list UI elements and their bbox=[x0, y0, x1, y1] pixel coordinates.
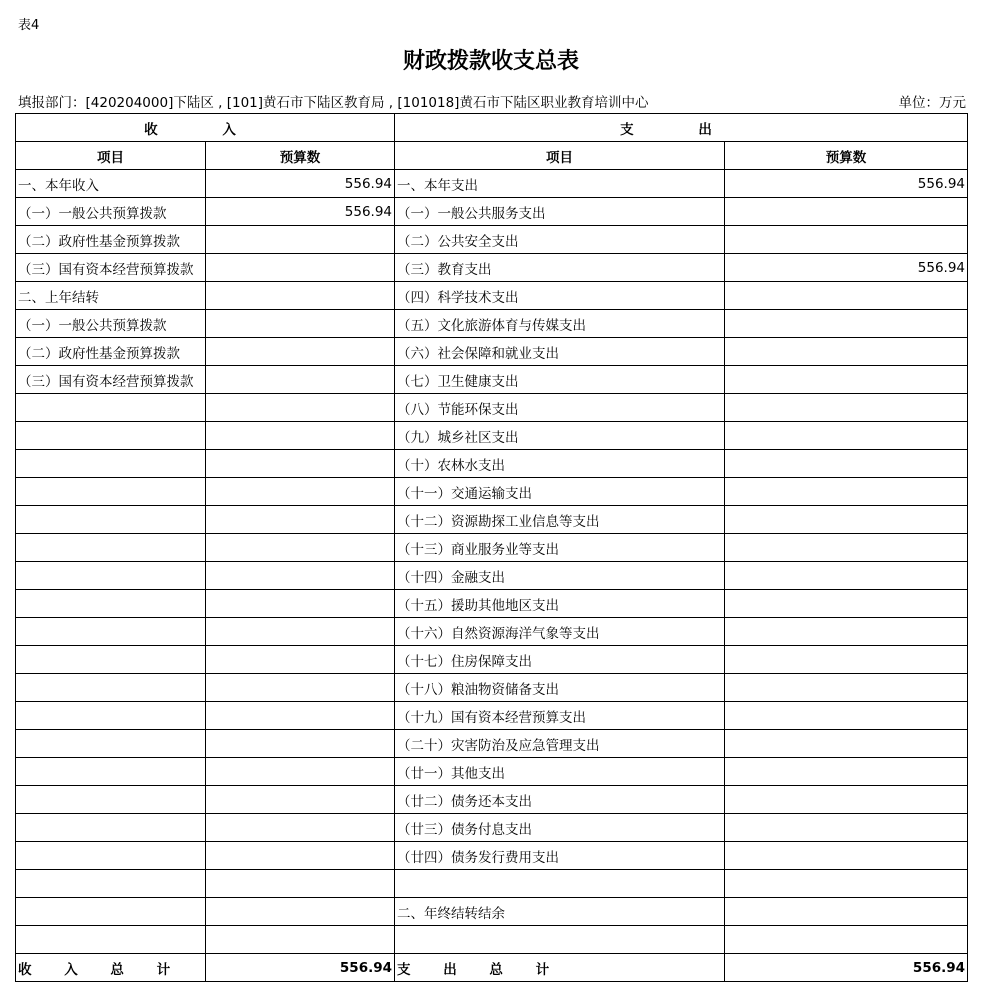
table-row bbox=[16, 702, 968, 730]
income-budget-cell bbox=[206, 926, 395, 954]
expense-budget-cell bbox=[725, 534, 968, 562]
expense-budget-cell bbox=[725, 898, 968, 926]
income-item-cell: （二）政府性基金预算拨款 bbox=[16, 226, 206, 254]
expense-budget-cell bbox=[725, 198, 968, 226]
table-row bbox=[16, 926, 968, 954]
income-item-cell bbox=[16, 758, 206, 786]
table-row bbox=[16, 170, 968, 198]
expense-item-cell: 二、年终结转结余 bbox=[395, 898, 725, 926]
income-item-cell bbox=[16, 422, 206, 450]
income-budget-cell bbox=[206, 366, 395, 394]
expense-budget-cell bbox=[725, 730, 968, 758]
table-row bbox=[16, 226, 968, 254]
income-item-cell bbox=[16, 926, 206, 954]
income-budget-cell bbox=[206, 758, 395, 786]
expense-item-cell: （廿二）债务还本支出 bbox=[395, 786, 725, 814]
income-item-header: 项目 bbox=[16, 142, 206, 170]
income-item-cell bbox=[16, 730, 206, 758]
income-budget-cell bbox=[206, 450, 395, 478]
expense-item-cell: （廿三）债务付息支出 bbox=[395, 814, 725, 842]
expense-item-cell: 一、本年支出 bbox=[395, 170, 725, 198]
income-item-cell bbox=[16, 646, 206, 674]
expense-budget-cell bbox=[725, 366, 968, 394]
income-item-cell: 二、上年结转 bbox=[16, 282, 206, 310]
income-budget-cell bbox=[206, 534, 395, 562]
table-row bbox=[16, 674, 968, 702]
expense-item-cell: （三）教育支出 bbox=[395, 254, 725, 282]
table-row bbox=[16, 478, 968, 506]
income-budget-cell bbox=[206, 422, 395, 450]
income-budget-cell bbox=[206, 786, 395, 814]
income-budget-cell: 556.94 bbox=[206, 170, 395, 198]
income-budget-cell bbox=[206, 646, 395, 674]
income-budget-cell bbox=[206, 254, 395, 282]
table-row bbox=[16, 814, 968, 842]
expense-item-cell: （二）公共安全支出 bbox=[395, 226, 725, 254]
expense-budget-cell bbox=[725, 926, 968, 954]
table-row bbox=[16, 366, 968, 394]
table-row bbox=[16, 758, 968, 786]
expense-item-cell: （七）卫生健康支出 bbox=[395, 366, 725, 394]
expense-item-cell: （一）一般公共服务支出 bbox=[395, 198, 725, 226]
expense-budget-cell bbox=[725, 478, 968, 506]
expense-budget-cell bbox=[725, 646, 968, 674]
expense-item-cell: （八）节能环保支出 bbox=[395, 394, 725, 422]
expense-budget-cell bbox=[725, 758, 968, 786]
expense-item-cell: （廿一）其他支出 bbox=[395, 758, 725, 786]
expense-item-cell: （十七）住房保障支出 bbox=[395, 646, 725, 674]
table-row bbox=[16, 198, 968, 226]
expense-item-cell: （二十）灾害防治及应急管理支出 bbox=[395, 730, 725, 758]
expense-budget-cell bbox=[725, 590, 968, 618]
expense-budget-cell bbox=[725, 562, 968, 590]
expense-budget-cell bbox=[725, 870, 968, 898]
table-row bbox=[16, 450, 968, 478]
table-row bbox=[16, 254, 968, 282]
income-budget-cell bbox=[206, 590, 395, 618]
expense-item-cell bbox=[395, 926, 725, 954]
income-item-cell bbox=[16, 394, 206, 422]
income-budget-cell bbox=[206, 394, 395, 422]
income-budget-cell bbox=[206, 814, 395, 842]
expense-item-cell: （十三）商业服务业等支出 bbox=[395, 534, 725, 562]
expense-budget-cell bbox=[725, 338, 968, 366]
table-row bbox=[16, 338, 968, 366]
income-budget-cell bbox=[206, 674, 395, 702]
expense-total-label: 支 出 总 计 bbox=[395, 954, 725, 982]
table-row bbox=[16, 842, 968, 870]
income-item-cell: （一）一般公共预算拨款 bbox=[16, 310, 206, 338]
expense-item-cell: （十四）金融支出 bbox=[395, 562, 725, 590]
income-budget-cell bbox=[206, 898, 395, 926]
expense-budget-cell bbox=[725, 618, 968, 646]
income-budget-cell bbox=[206, 842, 395, 870]
table-row bbox=[16, 870, 968, 898]
income-budget-cell bbox=[206, 282, 395, 310]
income-item-cell bbox=[16, 506, 206, 534]
column-header-row bbox=[16, 142, 968, 170]
income-item-cell: 一、本年收入 bbox=[16, 170, 206, 198]
expense-budget-cell: 556.94 bbox=[725, 170, 968, 198]
income-item-cell bbox=[16, 478, 206, 506]
income-total-label: 收 入 总 计 bbox=[16, 954, 206, 982]
expense-budget-cell bbox=[725, 226, 968, 254]
expense-budget-cell bbox=[725, 282, 968, 310]
expense-item-cell: （十二）资源勘探工业信息等支出 bbox=[395, 506, 725, 534]
expense-budget-cell bbox=[725, 450, 968, 478]
income-item-cell bbox=[16, 450, 206, 478]
income-budget-cell bbox=[206, 730, 395, 758]
income-budget-cell bbox=[206, 338, 395, 366]
table-row bbox=[16, 394, 968, 422]
table-row bbox=[16, 310, 968, 338]
income-budget-cell bbox=[206, 226, 395, 254]
income-item-cell: （三）国有资本经营预算拨款 bbox=[16, 254, 206, 282]
expense-budget-cell bbox=[725, 842, 968, 870]
expense-budget-cell bbox=[725, 786, 968, 814]
expense-item-cell: （四）科学技术支出 bbox=[395, 282, 725, 310]
expense-total-value: 556.94 bbox=[725, 954, 968, 982]
income-budget-header: 预算数 bbox=[206, 142, 395, 170]
income-budget-cell bbox=[206, 702, 395, 730]
page-title: 财政拨款收支总表 bbox=[402, 48, 579, 74]
totals-row bbox=[16, 954, 968, 982]
table-row bbox=[16, 506, 968, 534]
income-item-cell bbox=[16, 618, 206, 646]
table-row bbox=[16, 422, 968, 450]
table-row bbox=[16, 730, 968, 758]
expense-item-cell: （十六）自然资源海洋气象等支出 bbox=[395, 618, 725, 646]
income-item-cell bbox=[16, 562, 206, 590]
income-budget-cell bbox=[206, 310, 395, 338]
unit-label: 单位：万元 bbox=[898, 95, 966, 111]
expense-budget-cell bbox=[725, 814, 968, 842]
report-meta bbox=[18, 91, 966, 111]
table-row bbox=[16, 618, 968, 646]
table-row bbox=[16, 562, 968, 590]
table-row bbox=[16, 282, 968, 310]
table-number: 表4 bbox=[18, 18, 40, 33]
income-budget-cell bbox=[206, 618, 395, 646]
income-item-cell bbox=[16, 534, 206, 562]
income-item-cell bbox=[16, 702, 206, 730]
expense-budget-cell bbox=[725, 702, 968, 730]
expense-item-cell: （十一）交通运输支出 bbox=[395, 478, 725, 506]
expense-item-cell: （廿四）债务发行费用支出 bbox=[395, 842, 725, 870]
expense-item-cell: （五）文化旅游体育与传媒支出 bbox=[395, 310, 725, 338]
income-item-cell bbox=[16, 842, 206, 870]
income-budget-cell bbox=[206, 478, 395, 506]
table-row bbox=[16, 786, 968, 814]
income-item-cell bbox=[16, 898, 206, 926]
table-row bbox=[16, 646, 968, 674]
expense-item-cell: （十八）粮油物资储备支出 bbox=[395, 674, 725, 702]
income-total-value: 556.94 bbox=[206, 954, 395, 982]
expense-budget-cell bbox=[725, 506, 968, 534]
expense-item-header: 项目 bbox=[395, 142, 725, 170]
income-item-cell bbox=[16, 870, 206, 898]
expense-section-header: 支 出 bbox=[395, 114, 968, 142]
expense-budget-header: 预算数 bbox=[725, 142, 968, 170]
expense-budget-cell: 556.94 bbox=[725, 254, 968, 282]
expense-item-cell: （十）农林水支出 bbox=[395, 450, 725, 478]
income-section-header: 收 入 bbox=[16, 114, 395, 142]
income-item-cell: （二）政府性基金预算拨款 bbox=[16, 338, 206, 366]
budget-summary-table bbox=[15, 113, 968, 982]
income-item-cell: （三）国有资本经营预算拨款 bbox=[16, 366, 206, 394]
income-item-cell bbox=[16, 814, 206, 842]
table-row bbox=[16, 534, 968, 562]
income-budget-cell bbox=[206, 506, 395, 534]
income-item-cell bbox=[16, 674, 206, 702]
expense-item-cell: （九）城乡社区支出 bbox=[395, 422, 725, 450]
table-row bbox=[16, 590, 968, 618]
expense-budget-cell bbox=[725, 394, 968, 422]
expense-item-cell: （十五）援助其他地区支出 bbox=[395, 590, 725, 618]
expense-budget-cell bbox=[725, 674, 968, 702]
income-budget-cell bbox=[206, 870, 395, 898]
department-label: 填报部门：[420204000]下陆区 , [101]黄石市下陆区教育局 , [101018]黄石市下陆区职业教育培训中心 bbox=[18, 95, 649, 111]
expense-item-cell: （十九）国有资本经营预算支出 bbox=[395, 702, 725, 730]
income-item-cell bbox=[16, 590, 206, 618]
income-item-cell bbox=[16, 786, 206, 814]
expense-item-cell: （六）社会保障和就业支出 bbox=[395, 338, 725, 366]
section-header-row bbox=[16, 114, 968, 142]
table-row bbox=[16, 898, 968, 926]
income-item-cell: （一）一般公共预算拨款 bbox=[16, 198, 206, 226]
expense-item-cell bbox=[395, 870, 725, 898]
income-budget-cell: 556.94 bbox=[206, 198, 395, 226]
expense-budget-cell bbox=[725, 422, 968, 450]
income-budget-cell bbox=[206, 562, 395, 590]
expense-budget-cell bbox=[725, 310, 968, 338]
